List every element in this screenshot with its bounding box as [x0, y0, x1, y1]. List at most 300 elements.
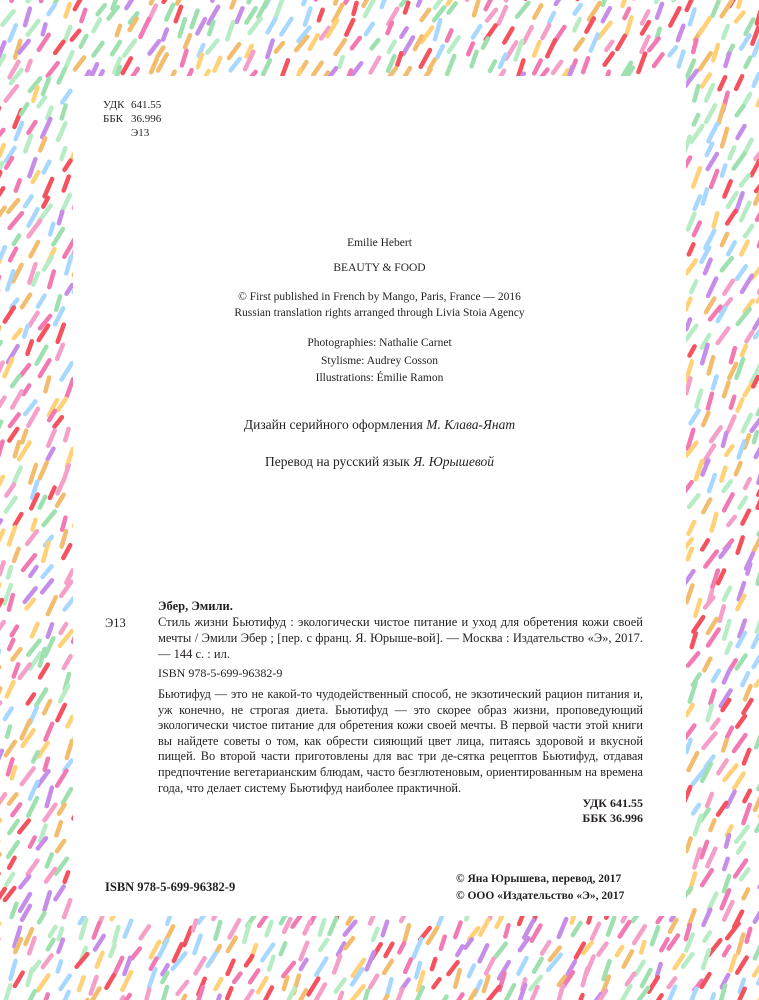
- confetti-dash: [574, 19, 579, 31]
- confetti-dash: [64, 900, 70, 917]
- confetti-dash: [250, 970, 258, 982]
- confetti-dash: [62, 992, 68, 1000]
- confetti-dash: [754, 319, 759, 329]
- confetti-dash: [418, 0, 425, 6]
- confetti-dash: [736, 76, 742, 89]
- confetti-dash: [694, 86, 698, 101]
- catalog-code: Э13: [105, 616, 126, 630]
- confetti-dash: [724, 621, 729, 639]
- confetti-dash: [244, 924, 249, 942]
- confetti-dash: [55, 0, 64, 3]
- confetti-dash: [711, 171, 717, 187]
- confetti-dash: [577, 995, 582, 1000]
- confetti-dash: [724, 588, 730, 600]
- confetti-dash: [48, 430, 55, 445]
- confetti-dash: [714, 213, 718, 226]
- confetti-dash: [215, 58, 221, 71]
- confetti-dash: [734, 153, 745, 168]
- confetti-dash: [110, 945, 114, 956]
- confetti-dash: [372, 40, 379, 48]
- confetti-dash: [335, 0, 338, 4]
- confetti-dash: [695, 816, 701, 834]
- confetti-dash: [474, 1, 478, 15]
- confetti-dash: [405, 925, 409, 940]
- confetti-dash: [50, 927, 56, 936]
- confetti-dash: [709, 994, 713, 1000]
- confetti-dash: [30, 838, 35, 847]
- confetti-dash: [246, 956, 252, 965]
- design-credit: [73, 417, 686, 433]
- confetti-dash: [56, 296, 60, 310]
- confetti-dash: [741, 870, 748, 880]
- confetti-dash: [447, 56, 454, 74]
- confetti-dash: [123, 58, 131, 73]
- confetti-dash: [365, 991, 368, 1000]
- confetti-dash: [706, 105, 715, 122]
- confetti-dash: [397, 989, 403, 1000]
- photographies-credit: Photographies: Nathalie Carnet: [307, 337, 452, 349]
- confetti-dash: [687, 585, 693, 602]
- confetti-dash: [624, 951, 632, 966]
- confetti-dash: [45, 378, 49, 392]
- confetti-dash: [742, 346, 746, 355]
- confetti-dash: [141, 926, 149, 938]
- confetti-dash: [505, 925, 508, 936]
- confetti-dash: [268, 19, 276, 33]
- confetti-dash: [44, 701, 50, 713]
- confetti-dash: [603, 0, 607, 5]
- confetti-dash: [731, 955, 736, 970]
- confetti-dash: [8, 842, 18, 857]
- confetti-dash: [8, 200, 18, 212]
- confetti-dash: [43, 78, 49, 94]
- confetti-dash: [39, 913, 44, 922]
- confetti-dash: [45, 638, 53, 656]
- design-prefix: Дизайн серийного оформления: [243, 417, 427, 432]
- confetti-dash: [713, 377, 717, 389]
- confetti-dash: [12, 904, 17, 917]
- confetti-dash: [40, 497, 46, 508]
- confetti-dash: [520, 985, 526, 1000]
- confetti-dash: [30, 567, 36, 576]
- confetti-dash: [559, 919, 566, 937]
- confetti-dash: [36, 690, 46, 706]
- confetti-dash: [480, 920, 488, 935]
- confetti-dash: [193, 920, 196, 930]
- confetti-dash: [713, 1, 719, 16]
- confetti-dash: [59, 212, 62, 223]
- confetti-dash: [741, 203, 749, 220]
- confetti-dash: [57, 771, 66, 786]
- confetti-dash: [196, 958, 205, 973]
- confetti-dash: [276, 43, 283, 52]
- confetti-dash: [53, 229, 63, 245]
- confetti-dash: [56, 886, 64, 899]
- confetti-dash: [64, 177, 69, 191]
- catalog-author-heading: Эбер, Эмили.: [158, 599, 233, 613]
- confetti-dash: [738, 843, 744, 853]
- confetti-dash: [0, 342, 1, 352]
- confetti-dash: [43, 566, 52, 577]
- confetti-dash: [106, 975, 113, 988]
- confetti-dash: [65, 429, 68, 441]
- confetti-dash: [742, 276, 752, 292]
- footer-isbn: ISBN 978-5-699-96382-9: [105, 880, 236, 894]
- confetti-dash: [726, 446, 732, 455]
- confetti-dash: [652, 927, 658, 944]
- confetti-dash: [72, 31, 79, 40]
- confetti-dash: [75, 0, 84, 9]
- confetti-dash: [737, 106, 744, 115]
- confetti-dash: [66, 257, 71, 274]
- catalog-description: Стиль жизни Бьютифуд : экологически чистое питание и уход для обретения кожи своей мечты / Эмили Эбер ; [пер. с франц. Я. Юрыше-вой]. — Москва : Издательство «Э», 2017. — 144 с. : ил.: [158, 615, 643, 661]
- confetti-dash: [65, 872, 69, 882]
- confetti-dash: [559, 986, 563, 1000]
- confetti-dash: [48, 63, 58, 76]
- copyright-publisher: © ООО «Издательство «Э», 2017: [456, 890, 625, 902]
- confetti-dash: [738, 126, 745, 138]
- stylisme-credit: Stylisme: Audrey Cosson: [321, 355, 438, 367]
- confetti-dash: [50, 488, 55, 498]
- confetti-dash: [727, 643, 731, 653]
- confetti-dash: [710, 691, 714, 704]
- confetti-dash: [28, 861, 38, 875]
- confetti-dash: [320, 940, 327, 950]
- confetti-dash: [284, 919, 290, 932]
- confetti-dash: [722, 166, 725, 176]
- confetti-dash: [249, 0, 255, 2]
- confetti-dash: [164, 0, 173, 2]
- confetti-dash: [744, 889, 749, 898]
- confetti-dash: [437, 46, 443, 57]
- confetti-dash: [0, 130, 3, 144]
- confetti-dash: [47, 854, 52, 866]
- confetti-dash: [33, 752, 38, 762]
- confetti-dash: [7, 271, 13, 289]
- confetti-dash: [556, 0, 564, 4]
- confetti-dash: [345, 938, 353, 948]
- confetti-dash: [703, 413, 708, 425]
- confetti-dash: [29, 159, 35, 176]
- confetti-dash: [702, 540, 708, 549]
- confetti-dash: [39, 98, 46, 107]
- confetti-dash: [711, 427, 721, 441]
- confetti-dash: [15, 514, 22, 525]
- confetti-dash: [267, 922, 272, 935]
- confetti-dash: [693, 40, 696, 52]
- confetti-dash: [334, 956, 340, 973]
- confetti-dash: [22, 295, 30, 308]
- confetti-dash: [75, 58, 84, 70]
- confetti-dash: [703, 733, 715, 748]
- confetti-dash: [9, 794, 16, 803]
- confetti-dash: [386, 944, 393, 956]
- confetti-dash: [12, 391, 22, 408]
- confetti-dash: [727, 728, 732, 737]
- confetti-dash: [0, 208, 5, 223]
- confetti-dash: [28, 991, 35, 1000]
- confetti-dash: [745, 226, 752, 237]
- confetti-dash: [38, 296, 45, 307]
- confetti-dash: [708, 394, 712, 409]
- confetti-dash: [263, 988, 272, 1000]
- confetti-dash: [27, 61, 31, 71]
- confetti-dash: [689, 522, 695, 534]
- confetti-dash: [728, 517, 734, 525]
- confetti-dash: [0, 531, 3, 548]
- confetti-dash: [709, 357, 714, 373]
- confetti-dash: [755, 792, 759, 810]
- confetti-dash: [29, 938, 34, 953]
- confetti-dash: [705, 598, 713, 608]
- confetti-dash: [353, 63, 362, 74]
- confetti-dash: [126, 0, 136, 8]
- author-mark: Э13: [131, 127, 150, 139]
- confetti-dash: [12, 804, 20, 815]
- confetti-dash: [422, 10, 430, 20]
- confetti-dash: [216, 979, 222, 989]
- confetti-dash: [405, 959, 411, 972]
- confetti-dash: [229, 44, 239, 58]
- confetti-dash: [22, 431, 26, 443]
- confetti-dash: [620, 922, 630, 937]
- confetti-dash: [97, 953, 103, 967]
- confetti-dash: [753, 636, 759, 647]
- confetti-dash: [352, 38, 360, 48]
- confetti-dash: [12, 0, 19, 1]
- confetti-dash: [150, 41, 160, 53]
- confetti-dash: [21, 104, 27, 114]
- confetti-dash: [688, 549, 692, 560]
- confetti-dash: [94, 43, 103, 56]
- confetti-dash: [0, 398, 5, 414]
- original-copyright-line2: Russian translation rights arranged through Livia Stoia Agency: [234, 307, 525, 319]
- confetti-dash: [638, 54, 645, 72]
- confetti-dash: [718, 803, 726, 815]
- confetti-dash: [61, 624, 66, 633]
- confetti-dash: [433, 979, 439, 987]
- confetti-dash: [44, 162, 50, 173]
- confetti-dash: [57, 705, 64, 720]
- confetti-dash: [62, 105, 66, 118]
- confetti-dash: [182, 51, 187, 66]
- confetti-dash: [724, 765, 736, 780]
- confetti-dash: [61, 976, 70, 990]
- confetti-dash: [723, 26, 728, 38]
- confetti-dash: [741, 242, 747, 255]
- confetti-dash: [180, 996, 185, 1000]
- confetti-dash: [617, 36, 625, 49]
- confetti-dash: [692, 633, 696, 647]
- confetti-dash: [180, 19, 185, 36]
- confetti-dash: [38, 975, 48, 990]
- confetti-dash: [575, 5, 581, 14]
- confetti-dash: [638, 988, 648, 1000]
- confetti-dash: [744, 791, 750, 802]
- confetti-dash: [38, 771, 49, 785]
- confetti-dash: [43, 24, 46, 34]
- confetti-dash: [177, 0, 187, 4]
- confetti-dash: [455, 970, 460, 987]
- udk-label: УДК: [103, 99, 125, 111]
- confetti-dash: [310, 35, 318, 49]
- confetti-dash: [215, 922, 220, 939]
- imprint-page: [73, 76, 686, 916]
- confetti-dash: [694, 849, 700, 867]
- confetti-dash: [722, 234, 727, 245]
- confetti-dash: [751, 161, 759, 176]
- confetti-dash: [305, 8, 311, 24]
- confetti-dash: [724, 669, 730, 682]
- confetti-dash: [112, 42, 120, 55]
- confetti-dash: [282, 60, 288, 75]
- confetti-dash: [694, 115, 698, 124]
- confetti-dash: [465, 939, 471, 948]
- confetti-dash: [737, 716, 745, 727]
- confetti-dash: [55, 42, 63, 53]
- confetti-dash: [345, 0, 355, 3]
- confetti-dash: [495, 944, 506, 958]
- confetti-dash: [28, 694, 34, 703]
- confetti-dash: [649, 38, 658, 50]
- confetti-dash: [67, 741, 72, 758]
- confetti-dash: [12, 649, 20, 659]
- confetti-dash: [10, 249, 16, 261]
- confetti-dash: [45, 892, 50, 910]
- confetti-dash: [454, 994, 463, 1000]
- confetti-dash: [737, 266, 746, 279]
- confetti-dash: [480, 945, 488, 961]
- confetti-dash: [721, 468, 725, 481]
- confetti-dash: [722, 258, 732, 270]
- confetti-dash: [690, 9, 695, 24]
- confetti-dash: [22, 768, 34, 784]
- confetti-dash: [755, 910, 759, 922]
- confetti-dash: [405, 3, 408, 13]
- confetti-dash: [63, 545, 70, 558]
- confetti-dash: [114, 958, 122, 976]
- confetti-dash: [747, 929, 751, 942]
- confetti-dash: [603, 8, 610, 21]
- confetti-dash: [441, 937, 445, 949]
- confetti-dash: [371, 58, 380, 73]
- confetti-dash: [46, 869, 55, 882]
- confetti-dash: [81, 10, 85, 21]
- confetti-dash: [30, 465, 36, 483]
- confetti-dash: [670, 47, 676, 55]
- confetti-dash: [366, 24, 373, 35]
- confetti-dash: [472, 52, 477, 67]
- confetti-dash: [724, 181, 730, 196]
- confetti-dash: [687, 838, 691, 851]
- confetti-dash: [8, 567, 11, 577]
- confetti-dash: [12, 627, 17, 636]
- confetti-dash: [679, 52, 684, 67]
- confetti-dash: [56, 822, 61, 835]
- confetti-dash: [66, 4, 70, 17]
- confetti-dash: [455, 923, 460, 938]
- confetti-dash: [47, 788, 52, 807]
- confetti-dash: [14, 236, 19, 245]
- confetti-dash: [744, 750, 749, 764]
- confetti-dash: [693, 617, 703, 632]
- confetti-dash: [0, 622, 4, 636]
- confetti-dash: [726, 835, 729, 847]
- confetti-dash: [64, 656, 71, 668]
- confetti-dash: [403, 37, 413, 54]
- confetti-dash: [346, 20, 353, 35]
- confetti-dash: [734, 735, 745, 751]
- confetti-dash: [58, 940, 63, 952]
- confetti-dash: [636, 962, 644, 975]
- confetti-dash: [741, 175, 749, 185]
- confetti-dash: [176, 7, 181, 21]
- confetti-dash: [234, 974, 240, 982]
- confetti-dash: [742, 511, 749, 524]
- confetti-dash: [722, 129, 727, 147]
- confetti-dash: [25, 136, 31, 152]
- confetti-dash: [707, 849, 715, 867]
- confetti-dash: [745, 140, 752, 153]
- confetti-dash: [724, 947, 729, 956]
- confetti-dash: [720, 606, 724, 621]
- confetti-dash: [627, 974, 634, 985]
- confetti-dash: [484, 976, 489, 991]
- confetti-dash: [192, 11, 198, 28]
- confetti-dash: [705, 260, 711, 274]
- confetti-dash: [11, 961, 16, 979]
- confetti-dash: [654, 54, 663, 66]
- confetti-dash: [9, 640, 13, 649]
- confetti-dash: [730, 147, 735, 158]
- confetti-dash: [9, 527, 15, 544]
- confetti-dash: [542, 942, 549, 954]
- confetti-dash: [267, 41, 272, 58]
- confetti-dash: [95, 936, 104, 950]
- confetti-dash: [755, 145, 759, 159]
- confetti-dash: [708, 154, 717, 169]
- confetti-dash: [731, 348, 735, 362]
- confetti-dash: [250, 19, 261, 33]
- confetti-dash: [27, 531, 37, 544]
- confetti-dash: [414, 939, 422, 957]
- confetti-dash: [524, 920, 533, 937]
- confetti-dash: [67, 717, 72, 727]
- confetti-dash: [737, 656, 746, 669]
- confetti-dash: [309, 979, 319, 995]
- confetti-dash: [592, 924, 599, 939]
- confetti-dash: [695, 600, 700, 616]
- confetti-dash: [718, 760, 726, 773]
- confetti-dash: [448, 962, 457, 974]
- confetti-dash: [625, 9, 630, 18]
- confetti-dash: [0, 477, 3, 493]
- confetti-dash: [693, 805, 699, 814]
- confetti-dash: [542, 25, 549, 38]
- confetti-dash: [40, 360, 50, 376]
- confetti-dash: [713, 45, 718, 60]
- confetti-dash: [701, 842, 707, 858]
- confetti-dash: [258, 978, 266, 992]
- confetti-dash: [686, 740, 690, 753]
- confetti-dash: [706, 85, 713, 100]
- confetti-dash: [49, 272, 54, 288]
- confetti-dash: [706, 299, 714, 313]
- confetti-dash: [33, 172, 39, 182]
- confetti-dash: [736, 827, 748, 842]
- confetti-dash: [57, 495, 64, 506]
- confetti-dash: [728, 193, 737, 207]
